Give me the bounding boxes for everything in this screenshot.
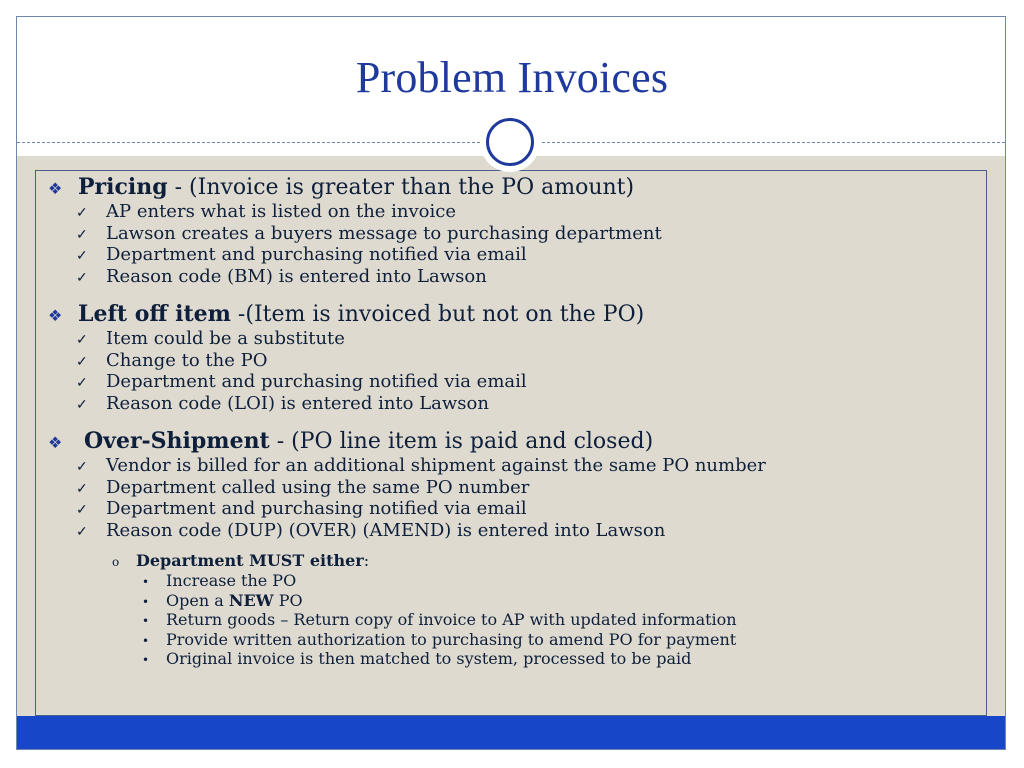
list-item <box>46 201 976 223</box>
list-item-text: Vendor is billed for an additional shipment against the same PO number <box>106 455 766 476</box>
list-item-text: Department called using the same PO number <box>106 476 530 498</box>
circle-bullet-icon: o <box>112 555 120 569</box>
list-item <box>46 244 976 266</box>
list-item <box>46 266 976 288</box>
list-item-text: AP enters what is listed on the invoice <box>106 201 457 222</box>
list-item <box>112 649 976 669</box>
checkmark-icon: ✓ <box>76 205 88 221</box>
list-item-text: Item could be a substitute <box>106 328 345 349</box>
dot-bullet-icon: • <box>142 594 150 609</box>
list-item <box>112 610 976 630</box>
slide-body <box>46 173 976 669</box>
list-item <box>46 223 976 245</box>
heading-term: Left off item <box>78 301 231 327</box>
list-item <box>46 455 976 477</box>
checkmark-icon: ✓ <box>76 269 88 286</box>
checkmark-icon: ✓ <box>76 396 88 413</box>
list-item-text: Department and purchasing notified via email <box>106 498 527 519</box>
dot-bullet-icon: • <box>142 633 150 648</box>
list-item-text: Lawson creates a buyers message to purchasing department <box>106 222 662 244</box>
list-item <box>46 328 976 350</box>
list-item <box>46 371 976 393</box>
heading-term: Over-Shipment <box>84 428 270 454</box>
list-item <box>46 477 976 499</box>
list-item <box>46 498 976 520</box>
list-item <box>112 571 976 591</box>
checkmark-icon: ✓ <box>76 248 88 264</box>
dot-bullet-icon: • <box>142 575 150 589</box>
section-heading <box>46 427 976 455</box>
list-item-text: Reason code (BM) is entered into Lawson <box>106 265 487 287</box>
checkmark-icon: ✓ <box>76 375 88 391</box>
heading-term: Pricing <box>78 174 168 200</box>
heading-sep: - <box>230 302 246 327</box>
list-item-text: Original invoice is then matched to system, processed to be paid <box>166 649 692 668</box>
heading-desc: (PO line item is paid and closed) <box>291 429 654 454</box>
checkmark-icon: ✓ <box>76 353 88 370</box>
dot-bullet-icon: • <box>142 653 150 667</box>
list-item <box>46 350 976 372</box>
section-heading <box>46 300 976 328</box>
section-pricing <box>46 173 976 287</box>
heading-desc: (Item is invoiced but not on the PO) <box>245 302 645 327</box>
checkmark-icon: ✓ <box>76 480 88 497</box>
diamond-bullet-icon: ❖ <box>48 433 63 452</box>
checkmark-icon: ✓ <box>76 502 88 518</box>
list-item-text: Increase the PO <box>166 571 297 590</box>
list-item <box>46 393 976 415</box>
checkmark-icon: ✓ <box>76 332 88 348</box>
department-label: Department MUST either <box>136 551 364 570</box>
heading-desc: (Invoice is greater than the PO amount) <box>189 175 635 200</box>
footer-bar <box>17 716 1005 749</box>
list-item-text: Department and purchasing notified via email <box>106 371 527 392</box>
checkmark-icon: ✓ <box>76 226 88 243</box>
checkmark-icon: ✓ <box>76 523 88 540</box>
list-item-text: Return goods – Return copy of invoice to AP with updated information <box>166 610 737 629</box>
heading-sep: - <box>167 175 190 200</box>
list-item-text: Change to the PO <box>106 349 268 371</box>
diamond-bullet-icon: ❖ <box>48 179 63 198</box>
new-emphasis: NEW <box>228 590 274 610</box>
list-item-text: Provide written authorization to purchasing to amend PO for payment <box>166 629 737 649</box>
divider-circle-icon <box>480 112 540 172</box>
list-item-text: Department and purchasing notified via email <box>106 244 527 265</box>
slide-title: Problem Invoices <box>355 53 669 102</box>
list-item-text: Reason code (DUP) (OVER) (AMEND) is entered into Lawson <box>106 519 666 541</box>
circle-ring <box>486 118 534 166</box>
list-item <box>112 630 976 650</box>
new-suffix: PO <box>273 590 303 610</box>
diamond-bullet-icon: ❖ <box>48 306 63 325</box>
section-heading <box>46 173 976 201</box>
department-colon: : <box>363 551 370 570</box>
section-left-off-item <box>46 300 976 414</box>
list-item <box>112 591 976 611</box>
dot-bullet-icon: • <box>142 614 150 628</box>
department-requirements <box>46 551 976 669</box>
list-item <box>46 520 976 542</box>
list-item-text: Open a <box>166 590 229 610</box>
heading-sep: - <box>269 429 292 454</box>
section-over-shipment <box>46 427 976 541</box>
department-heading <box>112 551 976 571</box>
checkmark-icon: ✓ <box>76 459 88 475</box>
list-item-text: Reason code (LOI) is entered into Lawson <box>106 392 489 414</box>
